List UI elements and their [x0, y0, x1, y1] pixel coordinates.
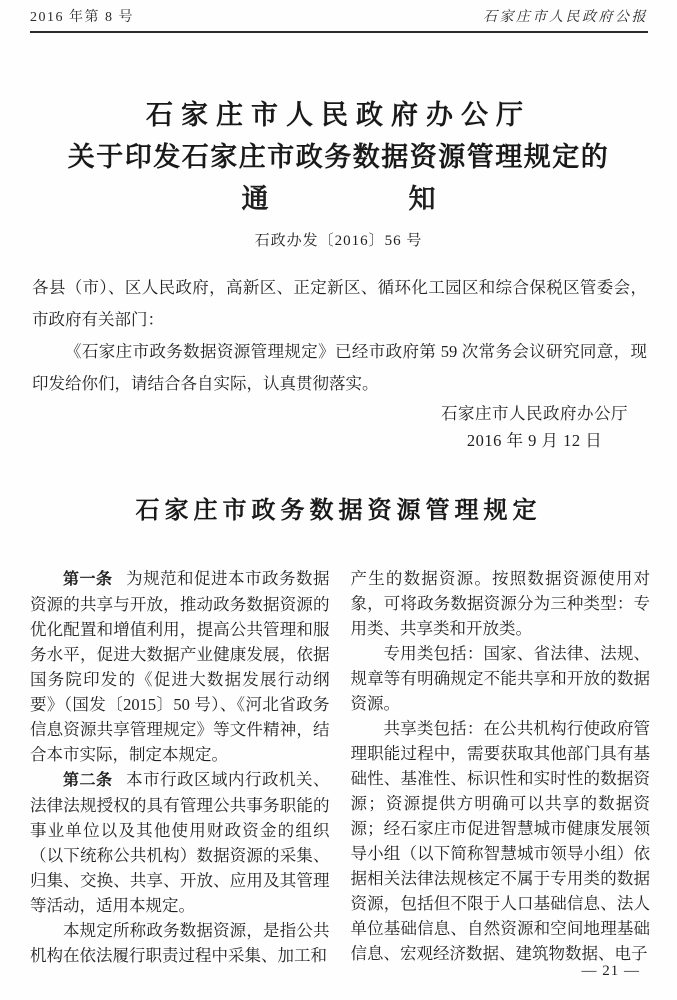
document-number: 石政办发〔2016〕56 号 [254, 233, 423, 249]
issue-number: 2016 年第 8 号 [30, 10, 134, 25]
notice-title-char-tong: 通 [241, 184, 269, 214]
regulation-title: 石家庄市政务数据资源管理规定 [135, 498, 542, 524]
notice-title-line2: 关于印发石家庄市政务数据资源管理规定的 [67, 142, 610, 172]
right-column [351, 566, 651, 968]
article-2-label: 第二条 [63, 772, 113, 789]
notice-section [0, 0, 677, 454]
sign-date: 2016 年 9 月 12 日 [466, 431, 603, 450]
notice-title-line3 [0, 178, 677, 220]
salutation-paragraph: 各县（市）、区人民政府，高新区、正定新区、循环化工园区和综合保税区管委会，市政府有关部门： [32, 278, 647, 329]
notice-body-paragraph: 《石家庄市政务数据资源管理规定》已经市政府第 59 次常务会议研究同意，现印发给你们，请结合各自实际，认真贯彻落实。 [32, 342, 647, 393]
shared-class-paragraph: 共享类包括：在公共机构行使政府管理职能过程中，需要获取其他部门具有基础性、基准性、标识性和实时性的数据资源；资源提供方明确可以共享的数据资源；经石家庄市促进智慧城市健康发展领导小组（以下简称智慧城市领导小组）依据相关法律法规核定不属于专用类的数据资源，包括但不限于人口基础信息、法人单位基础信息、自然资源和空间地理基础信息、宏观经济数据、建筑物数据、电子 [350, 719, 650, 963]
signature-block [441, 400, 628, 454]
page-number: — 21 — [581, 963, 640, 979]
article-2-text: 本市行政区域内行政机关、法律法规授权的具有管理公共事务职能的事业单位以及其他使用财政资金的组织（以下统称公共机构）数据资源的采集、归集、交换、共享、开放、应用及其管理等活动，适用本规定。 [30, 770, 330, 915]
article-1-label: 第一条 [63, 571, 113, 588]
notice-body [32, 272, 647, 400]
gazette-title: 石家庄市人民政府公报 [483, 10, 648, 25]
notice-title-char-zhi: 知 [408, 184, 436, 214]
continuation-paragraph: 产生的数据资源。按照数据资源使用对象，可将政务数据资源分为三种类型：专用类、共享类和开放类。 [350, 569, 650, 638]
running-head [30, 0, 648, 33]
article-1-text: 为规范和促进本市政务数据资源的共享与开放，推动政务数据资源的优化配置和增值利用，提高公共管理和服务水平，促进大数据产业健康发展，依据国务院印发的《促进大数据发展行动纲要》（国发〔2015〕50 号）、《河北省政务信息资源共享管理规定》等文件精神，结合本市实际，制定本规定。 [30, 569, 330, 764]
article-1-paragraph [30, 566, 330, 767]
dedicated-class-paragraph: 专用类包括：国家、省法律、法规、规章等有明确规定不能共享和开放的数据资源。 [350, 644, 650, 713]
definition-paragraph: 本规定所称政务数据资源，是指公共机构在依法履行职责过程中采集、加工和 [30, 921, 330, 965]
signer-name: 石家庄市人民政府办公厅 [441, 404, 628, 423]
two-column-body [30, 566, 650, 968]
left-column [30, 566, 330, 968]
notice-title-line1: 石家庄市人民政府办公厅 [146, 100, 531, 130]
notice-title [0, 94, 677, 178]
article-2-paragraph [30, 767, 330, 918]
